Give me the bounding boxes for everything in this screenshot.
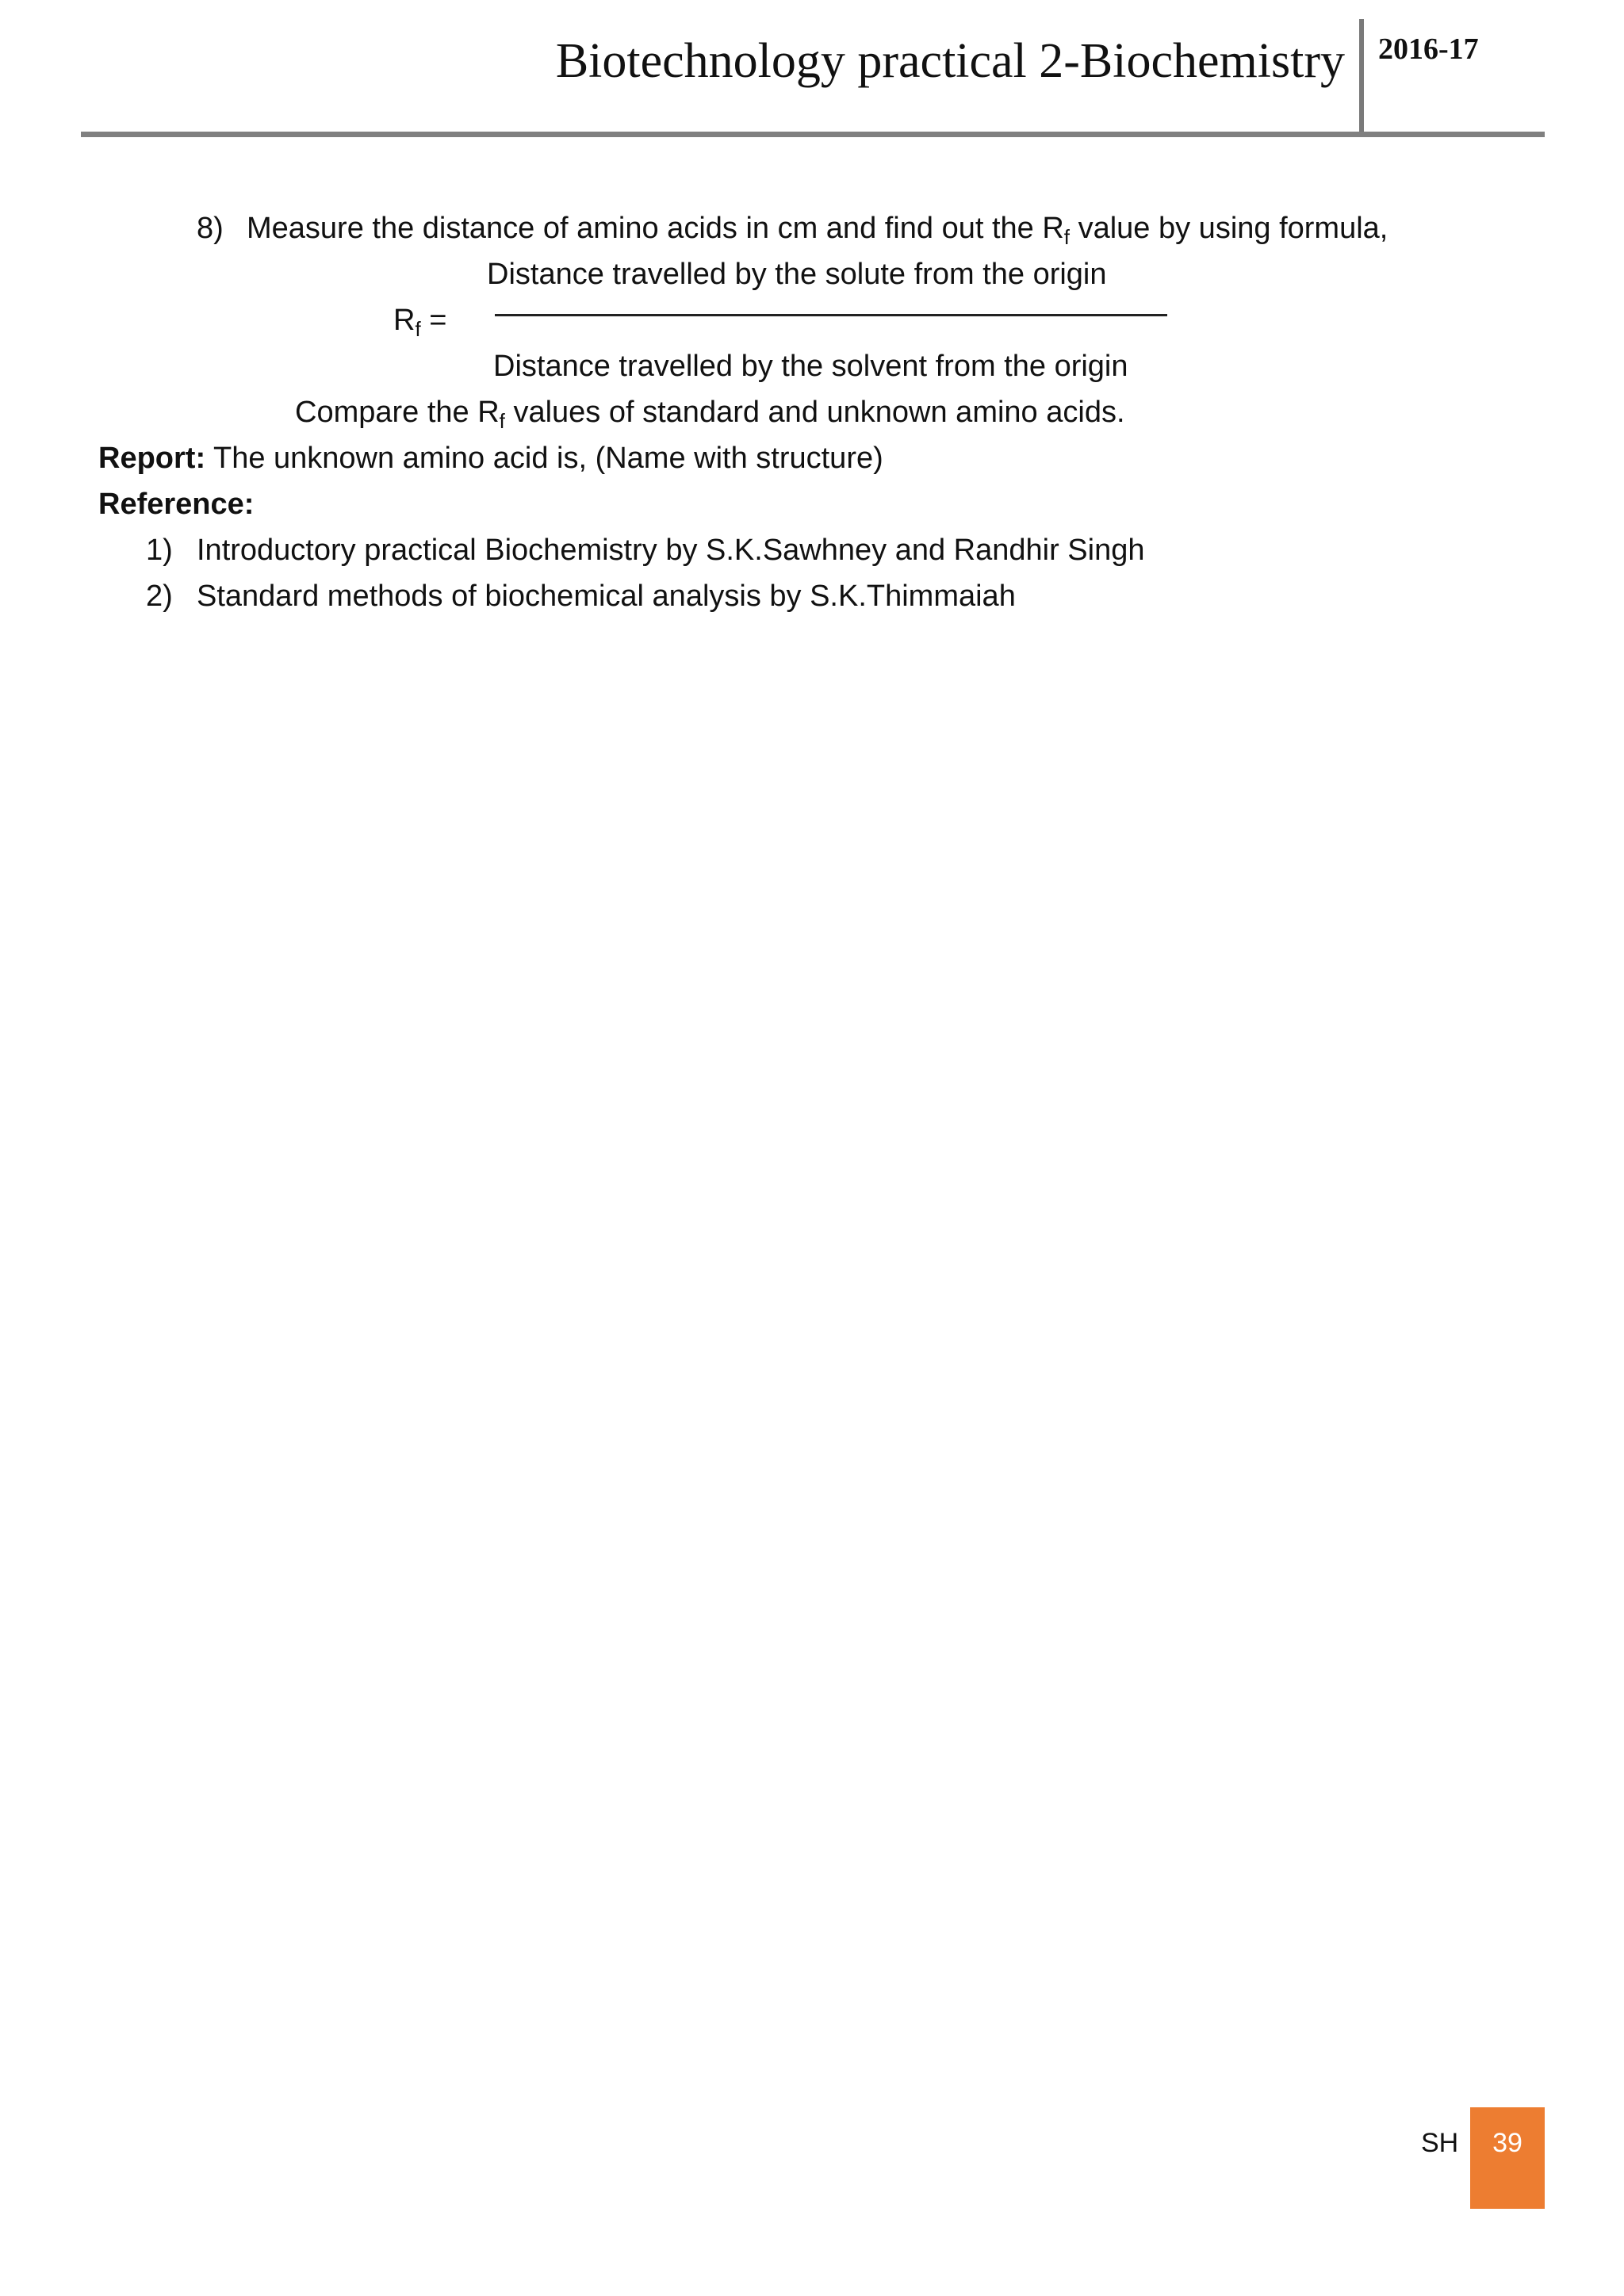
step-8-text: [247, 208, 1388, 251]
formula-lhs-subscript: f: [415, 317, 421, 341]
formula-numerator: Distance travelled by the solute from the origin: [487, 258, 1107, 291]
compare-text-after: values of standard and unknown amino acids.: [504, 396, 1125, 429]
report-line: [98, 438, 883, 479]
compare-text-before: Compare the R: [295, 396, 500, 429]
compare-line: [295, 392, 1125, 435]
report-text: The unknown amino acid is, (Name with structure): [205, 442, 883, 475]
formula-lhs: [393, 300, 446, 343]
reference-2-number: 2): [146, 580, 173, 613]
footer-initials: SH: [1421, 2128, 1459, 2158]
compare-subscript: f: [499, 409, 505, 433]
reference-label: Reference:: [98, 488, 255, 521]
reference-2-text: Standard methods of biochemical analysis by S.K.Thimmaiah: [197, 580, 1016, 613]
formula-lhs-main: R: [393, 304, 416, 337]
header-rule: [81, 132, 1545, 137]
step-8-text-after: value by using formula,: [1070, 212, 1388, 245]
reference-1-number: 1): [146, 534, 173, 567]
fraction-bar: [495, 314, 1167, 316]
report-label: Report:: [98, 442, 206, 475]
formula-lhs-equals: =: [420, 304, 447, 337]
header-divider-vertical: [1359, 19, 1364, 136]
step-8-text-before: Measure the distance of amino acids in cm and find out the R: [247, 212, 1064, 245]
header-year: 2016-17: [1378, 33, 1479, 66]
header-title: Biotechnology practical 2-Biochemistry: [555, 34, 1345, 88]
reference-1-text: Introductory practical Biochemistry by S.K.Sawhney and Randhir Singh: [197, 534, 1145, 567]
step-8-subscript: f: [1063, 225, 1071, 249]
step-8-number: 8): [197, 212, 224, 245]
footer-page-number: 39: [1470, 2107, 1545, 2209]
formula-denominator: Distance travelled by the solvent from the origin: [493, 350, 1128, 383]
